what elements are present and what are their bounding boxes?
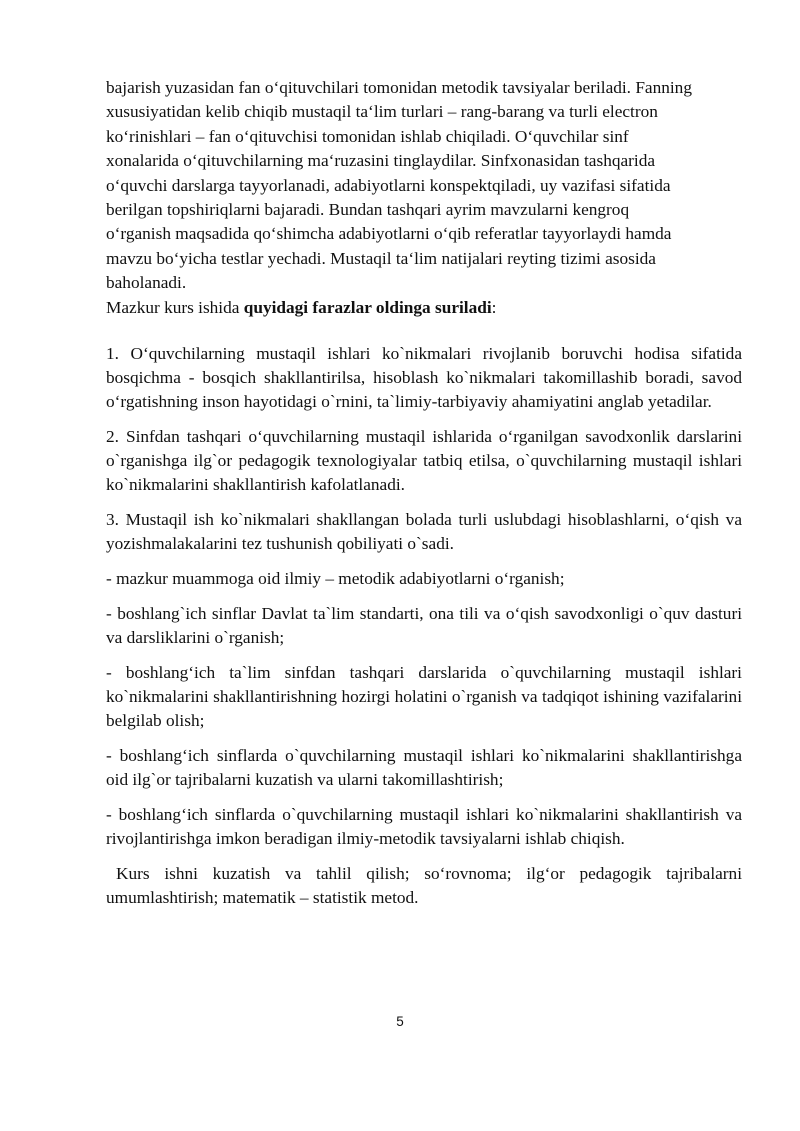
main-text bbox=[106, 342, 742, 921]
intro-line: xonalarida o‘qituvchilarning ma‘ruzasini tinglaydilar. Sinfxonasidan tashqarida bbox=[106, 151, 656, 171]
task-item: - mazkur muammoga oid ilmiy – metodik adabiyotlarni o‘rganish; bbox=[106, 569, 565, 588]
hypothesis-intro bbox=[106, 296, 746, 320]
hypothesis-suffix: : bbox=[491, 297, 497, 317]
hypothesis-1: 1. O‘quvchilarning mustaqil ishlari ko`nikmalari rivojlanib boruvchi hodisa sifatida bosqichma - bosqich shakllantirilsa, hisoblash ko`nikmalari takomillashib boradi, savod o‘rgatishning inson hayotidagi o`rnini, ta`limiy-tarbiyaviy ahamiyatini anglab yetadilar. bbox=[106, 344, 742, 411]
intro-line: baholanadi. bbox=[106, 273, 187, 293]
intro-line: berilgan topshiriqlarni bajaradi. Bundan tashqari ayrim mavzularni kengroq bbox=[106, 200, 630, 220]
intro-line: mavzu bo‘yicha testlar yechadi. Mustaqil ta‘lim natijalari reyting tizimi asosida bbox=[106, 248, 656, 268]
hypothesis-2: 2. Sinfdan tashqari o‘quvchilarning mustaqil ishlarida o‘rganilgan savodxonlik darslarini o`rganishga ilg`or pedagogik texnologiyalar tatbiq etilsa, o`quvchilarning mustaqil ishlari ko`nikmalarini shakllantirish kafolatlanadi. bbox=[106, 427, 742, 494]
intro-line: xususiyatidan kelib chiqib mustaqil ta‘lim turlari – rang-barang va turli electron bbox=[106, 102, 658, 122]
task-item: - boshlang‘ich sinflarda o`quvchilarning mustaqil ishlari ko`nikmalarini shakllantirish va rivojlantirishga imkon beradigan ilmiy-metodik tavsiyalarni ishlab chiqish. bbox=[106, 805, 742, 848]
intro-block bbox=[106, 76, 746, 320]
intro-line: o‘quvchi darslarga tayyorlanadi, adabiyotlarni konspektqiladi, uy vazifasi sifatida bbox=[106, 175, 671, 195]
task-item: - boshlang‘ich sinflarda o`quvchilarning mustaqil ishlari ko`nikmalarini shakllantirishga oid ilg`or tajribalarni kuzatish va ularni takomillashtirish; bbox=[106, 746, 742, 789]
methods-paragraph: Kurs ishni kuzatish va tahlil qilish; so‘rovnoma; ilg‘or pedagogik tajribalarni umumlashtirish; matematik – statistik metod. bbox=[106, 864, 742, 907]
intro-line: o‘rganish maqsadida qo‘shimcha adabiyotlarni o‘qib referatlar tayyorlaydi hamda bbox=[106, 224, 672, 244]
hypothesis-prefix: Mazkur kurs ishida bbox=[106, 297, 244, 317]
intro-line: ko‘rinishlari – fan o‘qituvchisi tomonidan ishlab chiqiladi. O‘quvchilar sinf bbox=[106, 126, 629, 146]
page-number: 5 bbox=[396, 1014, 404, 1029]
hypothesis-3: 3. Mustaqil ish ko`nikmalari shakllangan bolada turli uslubdagi hisoblashlarni, o‘qish va yozishmalakalarini tez tushunish qobiliyati o`sadi. bbox=[106, 510, 742, 553]
intro-line: bajarish yuzasidan fan o‘qituvchilari tomonidan metodik tavsiyalar beriladi. Fanning bbox=[106, 78, 692, 97]
task-item: - boshlang‘ich ta`lim sinfdan tashqari darslarida o`quvchilarning mustaqil ishlari ko`nikmalarini shakllantirishning hozirgi holatini o`rganish va tadqiqot ishining vazifalarini belgilab olish; bbox=[106, 663, 742, 730]
task-item: - boshlang`ich sinflar Davlat ta`lim standarti, ona tili va o‘qish savodxonligi o`quv dasturi va darsliklarini o`rganish; bbox=[106, 604, 742, 647]
hypothesis-bold: quyidagi farazlar oldinga suriladi bbox=[243, 297, 492, 317]
